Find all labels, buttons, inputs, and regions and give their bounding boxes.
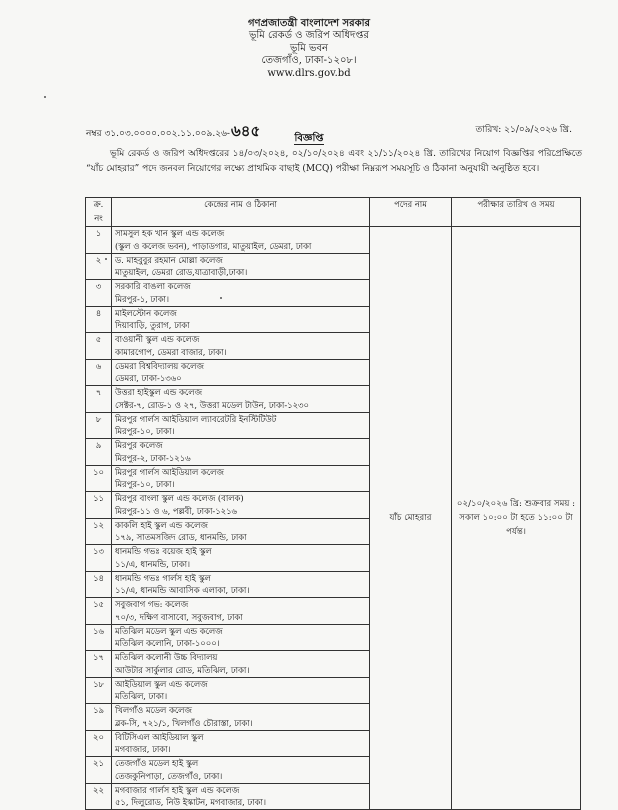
row-serial: ৩: [86, 280, 112, 307]
row-serial: ৯: [86, 439, 112, 466]
row-center: [112, 227, 370, 254]
center-name: মিরপুর গার্লস আইডিয়াল ল্যাবরেটরি ইনস্টিটিউট: [115, 413, 277, 424]
center-name: মাইলস্টোন কলেজ: [115, 307, 177, 318]
scan-speck: [44, 96, 46, 98]
center-name: মিরপুর বাংলা স্কুল এন্ড কলেজ (বালক): [115, 493, 244, 503]
post-name: যাঁচ মোহরার: [370, 227, 452, 810]
memo-handwritten-number: ৬৪৫: [230, 122, 261, 140]
center-address: মিরপুর-১০, ঢাকা।: [115, 479, 175, 489]
website: www.dlrs.gov.bd: [267, 67, 351, 79]
center-name: সামসুল হক খান স্কুল এন্ড কলেজ: [115, 228, 225, 238]
center-address: দিয়াবাড়ি, তুরাগ, ঢাকা: [115, 320, 190, 330]
center-address: মাতুয়াইল, ডেমরা রোড,যাত্রাবাড়ী,ঢাকা।: [115, 267, 248, 277]
center-name: ধানমন্ডি গভঃ বয়েজ হাই স্কুল: [115, 546, 212, 556]
notice-title: বিজ্ঞপ্তি: [294, 133, 324, 144]
row-center: [112, 359, 370, 386]
row-center: [112, 704, 370, 731]
memo-date: তারিখ: ২১/০৯/২০২৬ খ্রি.: [475, 125, 572, 135]
address: তেজগাঁও, ঢাকা-১২০৮।: [261, 55, 357, 67]
center-name: সবুজবাগ গভ: কলেজ: [115, 599, 189, 609]
center-address: ১১/এ, ধানমন্ডি আবাসিক এলাকা, ঢাকা।: [115, 585, 250, 595]
center-address: সেক্টর-৭, রোড-১ ও ২৭, উত্তরা মডেল টাউন, ঢাকা-১২৩০: [115, 399, 309, 410]
notice-paragraph: ভূমি রেকর্ড ও জরিপ অধিদপ্তরের ১৪/০৩/২০২৪, ০২/১০/২০২৪ এবং ২১/১১/২০২৪ খ্রি. তারিখের নিয়োগ বিজ্ঞপ্তির পরিপ্রেক্ষিতে “যাঁচ মোহরার” পদে জনবল নিয়োগের লক্ষ্যে প্রাথমিক বাছাই (MCQ) পরীক্ষা নিম্নরূপ সময়সূচি ও ঠিকানা অনুযায়ী অনুষ্ঠিত হবে।: [86, 149, 582, 174]
table-body: [86, 227, 581, 810]
row-serial: ১২: [86, 518, 112, 545]
center-address: মতিঝিল, ঢাকা।: [115, 691, 168, 701]
row-serial: ১১: [86, 492, 112, 519]
row-center: [112, 598, 370, 625]
center-address: (স্কুল ও কলেজ ভবন), পাড়াডগার, মাতুয়াইল, ডেমরা, ঢাকা: [115, 240, 312, 251]
row-serial: ১৪: [86, 571, 112, 598]
center-name: ড. মাহবুবুর রহমান মোল্লা কলেজ: [115, 254, 223, 265]
memo-number-text: নম্বর ৩১.০৩.০০০০.০০২.১১.০০৯.২৬-: [86, 129, 230, 139]
row-center: [112, 439, 370, 466]
row-serial: ১: [86, 227, 112, 254]
center-address: মিরপুর-১০, ঢাকা।: [115, 426, 175, 436]
center-address: ডেমরা, ঢাকা-১৩৬০: [115, 373, 182, 383]
center-address: মিরপুর-১, ঢাকা।: [115, 293, 169, 304]
row-center: [112, 492, 370, 519]
center-name: মগবাজার গার্লস হাই স্কুল এন্ড কলেজ: [115, 784, 240, 795]
row-center: [112, 518, 370, 545]
scan-speck: [105, 258, 107, 260]
letterhead: [0, 18, 618, 80]
scan-speck: [220, 297, 222, 299]
center-name: ডেমরা বিশ্ববিদ্যালয় কলেজ: [115, 360, 204, 371]
center-name: মিরপুর কলেজ: [115, 440, 163, 450]
row-center: [112, 306, 370, 333]
row-serial: ১০: [86, 465, 112, 492]
row-center: [112, 730, 370, 757]
row-center: [112, 571, 370, 598]
row-center: [112, 253, 370, 280]
row-center: [112, 677, 370, 704]
header-datetime: পরীক্ষার তারিখ ও সময়: [452, 198, 581, 227]
row-serial: ২০: [86, 730, 112, 757]
center-name: ধানমন্ডি গভঃ গার্লস হাই স্কুল: [115, 572, 211, 583]
row-serial: ২১: [86, 757, 112, 784]
row-serial: ১৬: [86, 624, 112, 651]
department-name: ভূমি রেকর্ড ও জরিপ অধিদপ্তর: [248, 30, 370, 42]
center-name: খিলগাঁও মডেল কলেজ: [115, 705, 192, 715]
center-name: মিরপুর গার্লস আইডিয়াল কলেজ: [115, 466, 224, 477]
center-address: মিরপুর-২, ঢাকা-১২১৬: [115, 452, 191, 463]
center-name: বিটিসিএল আইডিয়াল স্কুল: [115, 731, 204, 742]
table-header-row: [86, 198, 581, 227]
row-center: [112, 783, 370, 810]
row-serial: ৮: [86, 412, 112, 439]
row-serial: ১৮: [86, 677, 112, 704]
header-serial: ক্র. নং: [86, 198, 112, 227]
center-name: সরকারি বাঙলা কলেজ: [115, 281, 191, 291]
center-address: ১৭৯, সাতমসজিদ রোড, ধানমন্ডি, ঢাকা: [115, 532, 247, 542]
center-name: উত্তরা হাইস্কুল এন্ড কলেজ: [115, 387, 203, 397]
row-serial: ১৫: [86, 598, 112, 625]
row-serial: ২২: [86, 783, 112, 810]
row-center: [112, 545, 370, 572]
center-address: তেজকুনিপাড়া, তেজগাঁও, ঢাকা।: [115, 770, 223, 781]
exam-datetime: ০২/১০/২০২৬ খ্রি: শুক্রবার সময় : সকাল ১০:০০ টা হতে ১১:০০ টা পর্যন্ত।: [452, 227, 581, 810]
row-center: [112, 651, 370, 678]
notice-heading: [0, 131, 618, 148]
govt-title: গণপ্রজাতন্ত্রী বাংলাদেশ সরকার: [248, 18, 370, 29]
center-name: তেজগাঁও মডেল হাই স্কুল: [115, 758, 199, 768]
header-center: কেন্দ্রের নাম ও ঠিকানা: [112, 198, 370, 227]
row-center: [112, 333, 370, 360]
center-address: মগবাজার, ঢাকা।: [115, 744, 171, 754]
center-address: ব্লক-সি, ৭২১/১, খিলগাঁও চৌরাস্তা, ঢাকা।: [115, 717, 253, 728]
center-address: মতিঝিল কলোনি, ঢাকা-১০০০।: [115, 638, 220, 648]
row-center: [112, 757, 370, 784]
center-address: আউটার সার্কুলার রোড, মতিঝিল, ঢাকা।: [115, 664, 250, 675]
row-serial: ১৯: [86, 704, 112, 731]
row-center: [112, 280, 370, 307]
center-address: মিরপুর-১১ ও ৬, পল্লবী, ঢাকা-১২১৬: [115, 505, 237, 516]
row-serial: ৫: [86, 333, 112, 360]
center-address: ১১/এ, ধানমন্ডি, ঢাকা।: [115, 558, 191, 569]
row-serial: ২: [86, 253, 112, 280]
center-address: কামারগোপ, ডেমরা বাজার, ঢাকা।: [115, 346, 227, 357]
center-name: মতিঝিল কলোনী উচ্চ বিদ্যালয়: [115, 652, 218, 662]
center-name: আইডিয়াল স্কুল এন্ড কলেজ: [115, 678, 208, 689]
row-serial: ১৭: [86, 651, 112, 678]
center-name: বাওয়ানী স্কুল এন্ড কলেজ: [115, 334, 200, 344]
row-center: [112, 412, 370, 439]
table-row: [86, 227, 581, 254]
header-post: পদের নাম: [370, 198, 452, 227]
row-center: [112, 386, 370, 413]
center-name: কাকলি হাই স্কুল এন্ড কলেজ: [115, 519, 208, 530]
exam-center-table: [85, 197, 581, 810]
row-serial: ৪: [86, 306, 112, 333]
row-center: [112, 465, 370, 492]
row-center: [112, 624, 370, 651]
center-address: ৭০/৩, দক্ষিণ বাসাবো, সবুজবাগ, ঢাকা: [115, 611, 243, 622]
row-serial: ৬: [86, 359, 112, 386]
row-serial: ১৩: [86, 545, 112, 572]
building-name: ভূমি ভবন: [289, 42, 329, 54]
center-name: মতিঝিল মডেল স্কুল এন্ড কলেজ: [115, 625, 223, 636]
center-address: ৫১, দিলুরোড, নিউ ইস্কাটন, মগবাজার, ঢাকা।: [115, 797, 266, 807]
row-serial: ৭: [86, 386, 112, 413]
